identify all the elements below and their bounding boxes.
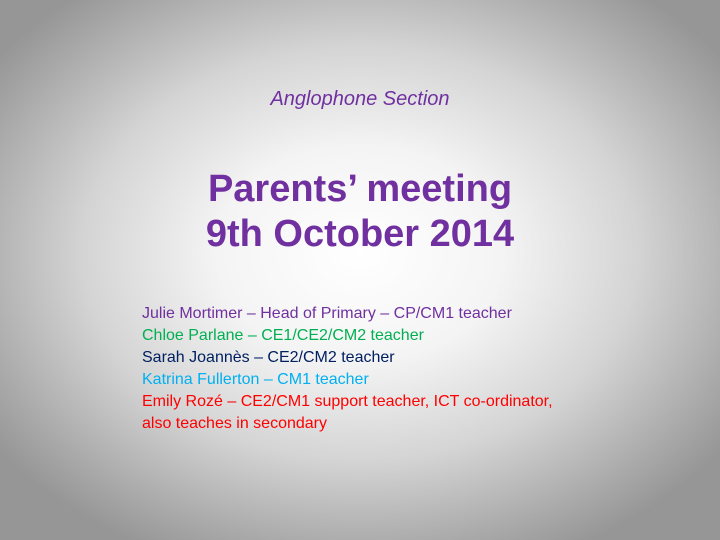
staff-line-sarah: Sarah Joannès – CE2/CM2 teacher [142, 349, 395, 366]
slide-title [0, 167, 720, 257]
staff-line-emily-continued: also teaches in secondary [142, 415, 327, 432]
title-line-2: 9th October 2014 [205, 213, 515, 255]
section-subtitle: Anglophone Section [270, 88, 450, 110]
staff-line-chloe: Chloe Parlane – CE1/CE2/CM2 teacher [142, 327, 424, 344]
staff-list [142, 303, 702, 435]
staff-line-katrina: Katrina Fullerton – CM1 teacher [142, 371, 369, 388]
staff-line-julie: Julie Mortimer – Head of Primary – CP/CM1 teacher [142, 305, 512, 322]
staff-line-emily: Emily Rozé – CE2/CM1 support teacher, ICT co-ordinator, [142, 393, 553, 410]
title-line-1: Parents’ meeting [207, 168, 513, 210]
